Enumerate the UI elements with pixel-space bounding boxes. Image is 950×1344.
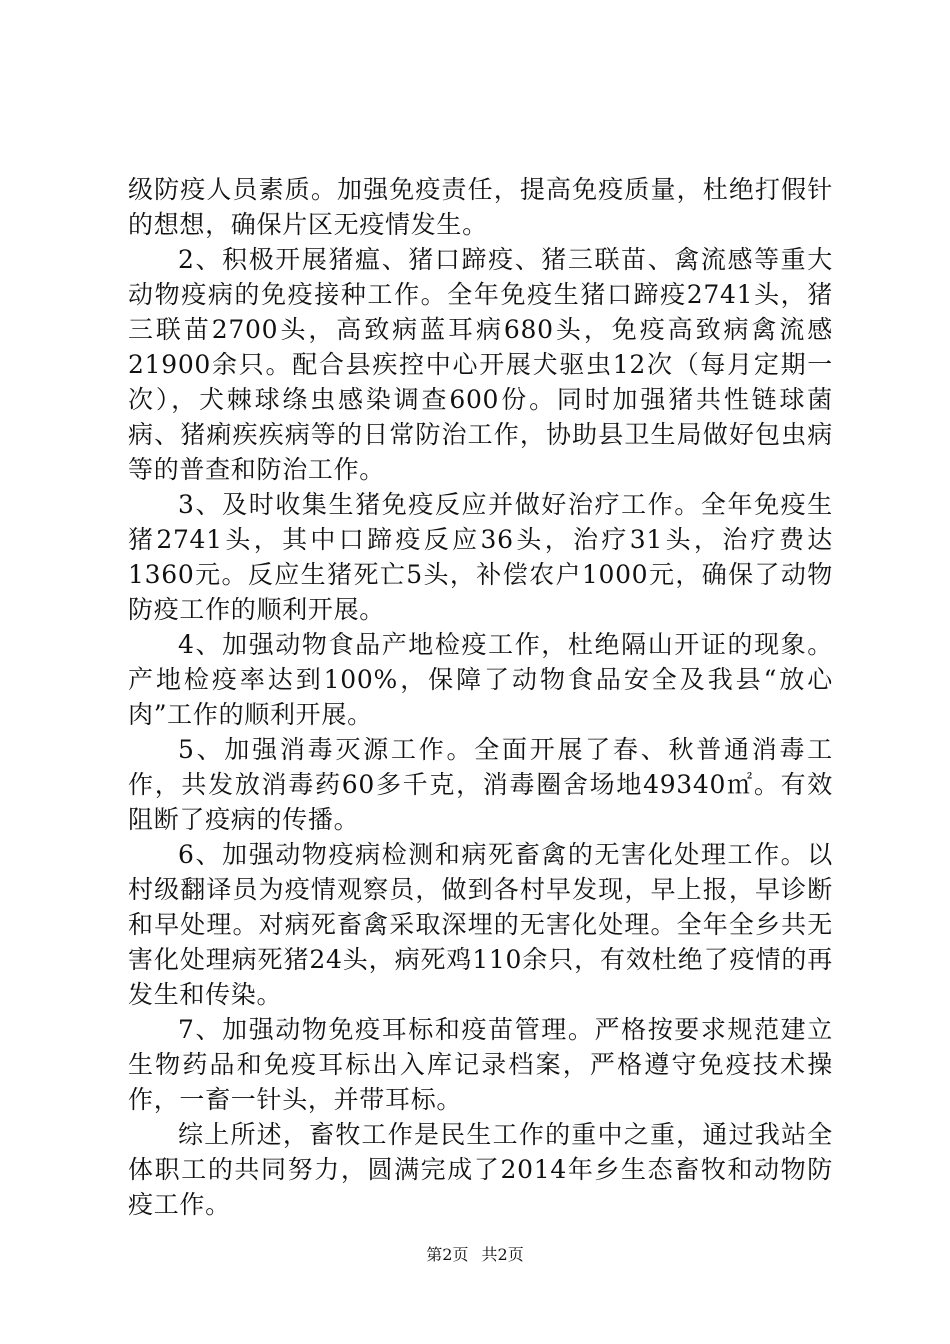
paragraph-item-4: 4、加强动物食品产地检疫工作，杜绝隔山开证的现象。产地检疫率达到100%，保障了动物食品安全及我县“放心肉”工作的顺利开展。: [128, 630, 833, 729]
document-body: [128, 172, 833, 1222]
paragraph-continued: 级防疫人员素质。加强免疫责任，提高免疫质量，杜绝打假针的想想，确保片区无疫情发生。: [128, 175, 833, 239]
paragraph-summary: 综上所述，畜牧工作是民生工作的重中之重，通过我站全体职工的共同努力，圆满完成了2014年乡生态畜牧和动物防疫工作。: [128, 1120, 833, 1219]
paragraph-item-2: 2、积极开展猪瘟、猪口蹄疫、猪三联苗、禽流感等重大动物疫病的免疫接种工作。全年免疫生猪口蹄疫2741头，猪三联苗2700头，高致病蓝耳病680头，免疫高致病禽流感21900余只。配合县疾控中心开展犬驱虫12次（每月定期一次），犬棘球绦虫感染调查600份。同时加强猪共性链球菌病、猪痢疾疾病等的日常防治工作，协助县卫生局做好包虫病等的普查和防治工作。: [128, 245, 833, 484]
paragraph-item-6: 6、加强动物疫病检测和病死畜禽的无害化处理工作。以村级翻译员为疫情观察员，做到各村早发现，早上报，早诊断和早处理。对病死畜禽采取深埋的无害化处理。全年全乡共无害化处理病死猪24头，病死鸡110余只，有效杜绝了疫情的再发生和传染。: [128, 840, 833, 1009]
paragraph-item-5: 5、加强消毒灭源工作。全面开展了春、秋普通消毒工作，共发放消毒药60多千克，消毒圈舍场地49340㎡。有效阻断了疫病的传播。: [128, 735, 833, 834]
paragraph-item-3: 3、及时收集生猪免疫反应并做好治疗工作。全年免疫生猪2741头，其中口蹄疫反应36头，治疗31头，治疗费达1360元。反应生猪死亡5头，补偿农户1000元，确保了动物防疫工作的顺利开展。: [128, 490, 833, 624]
page-total: 共2页: [481, 1245, 524, 1264]
paragraph-item-7: 7、加强动物免疫耳标和疫苗管理。严格按要求规范建立生物药品和免疫耳标出入库记录档案，严格遵守免疫技术操作，一畜一针头，并带耳标。: [128, 1015, 833, 1114]
page-footer: [0, 1244, 950, 1266]
page-number: 第2页: [426, 1245, 469, 1264]
